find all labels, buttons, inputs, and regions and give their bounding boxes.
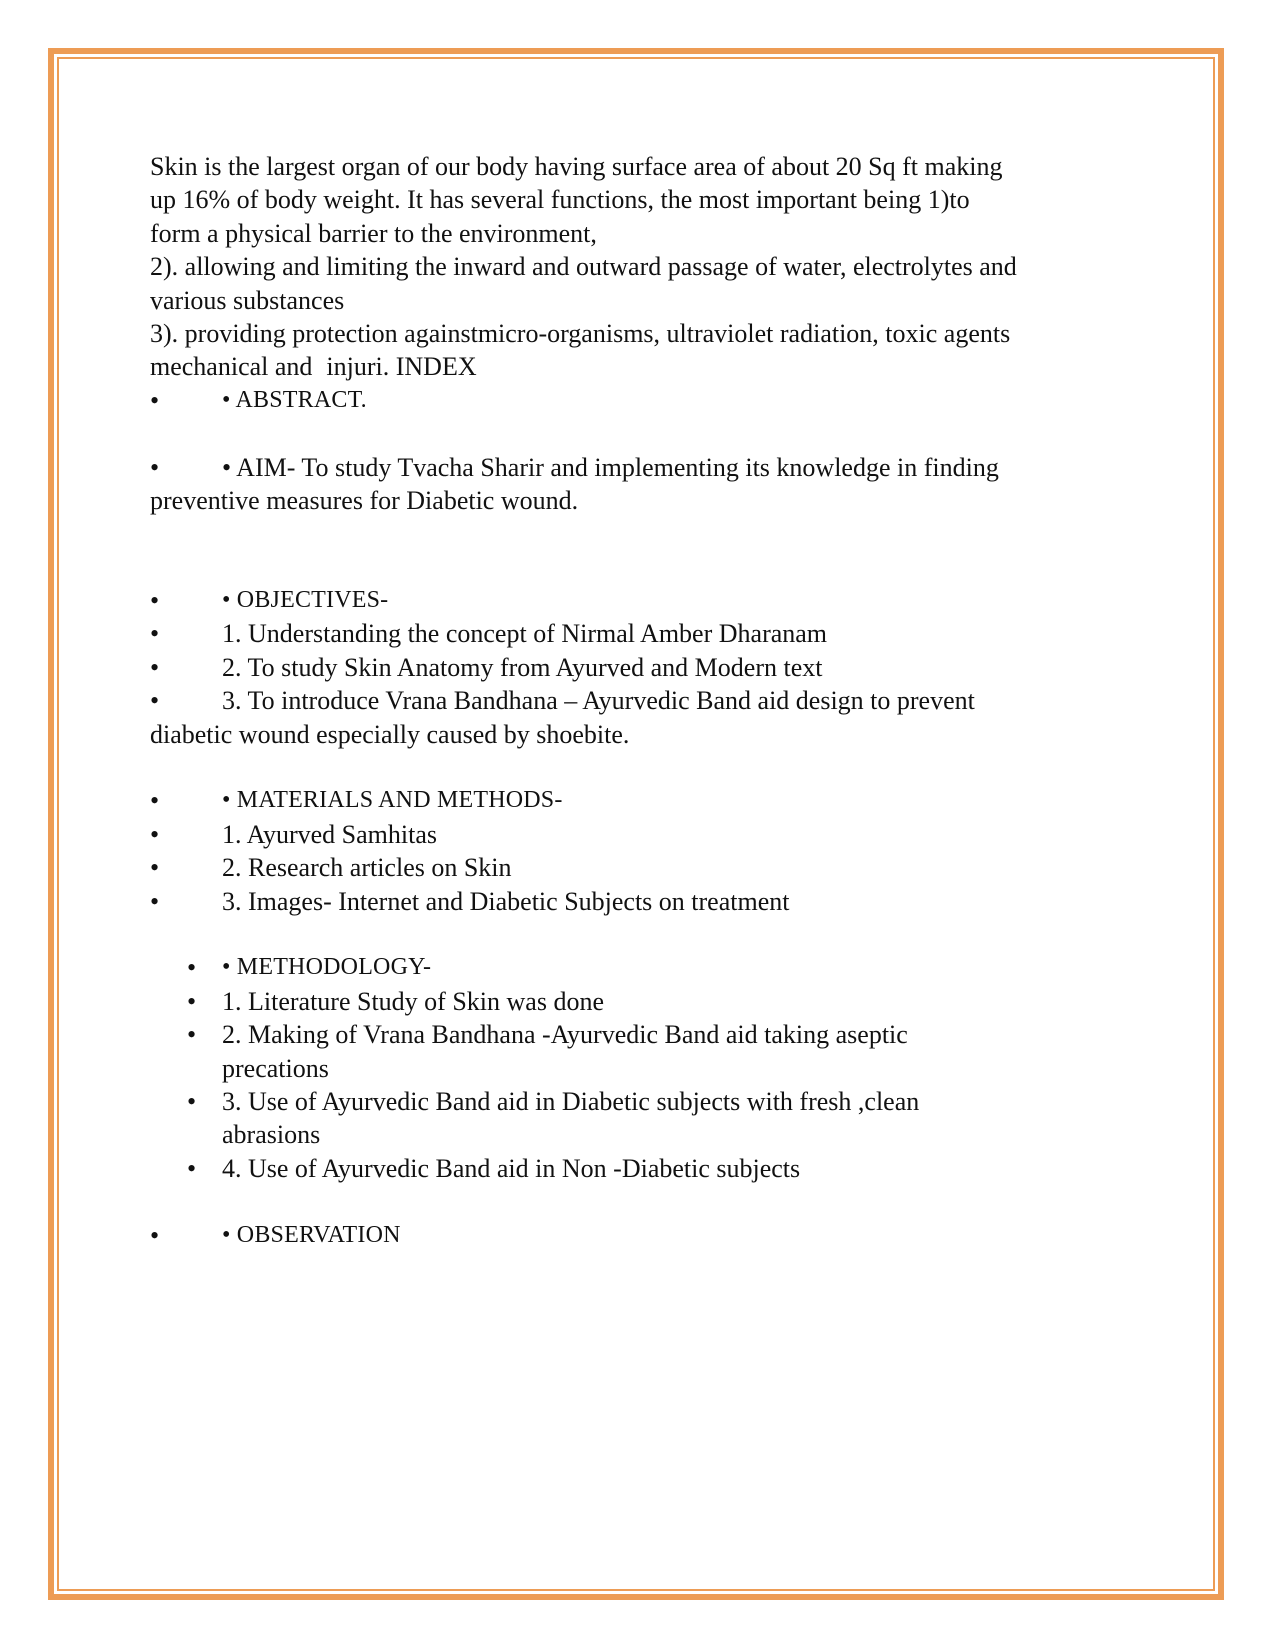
intro-line: various substances	[150, 285, 345, 315]
bullet-icon: •	[150, 686, 160, 716]
intro-line: up 16% of body weight. It has several functions, the most important being 1)to	[150, 185, 970, 215]
list-item-text: 4. Use of Ayurvedic Band aid in Non -Diabetic subjects	[222, 1153, 801, 1183]
intro-line: 3). providing protection againstmicro-organisms, ultraviolet radiation, toxic agents	[150, 318, 1011, 348]
intro-line: form a physical barrier to the environment,	[150, 218, 597, 248]
bullet-icon: •	[187, 1153, 197, 1183]
bullet-icon: •	[150, 652, 160, 682]
section-heading: • ABSTRACT.	[222, 386, 367, 413]
bullet-icon: •	[187, 1086, 197, 1116]
abstract-heading	[150, 384, 1135, 417]
intro-line: 2). allowing and limiting the inward and outward passage of water, electrolytes and	[150, 252, 1017, 282]
intro-paragraph	[150, 150, 1135, 384]
section-heading: • MATERIALS AND METHODS-	[222, 787, 563, 814]
list-item-text: 1. Understanding the concept of Nirmal Amber Dharanam	[222, 619, 828, 649]
bullet-icon: •	[187, 986, 197, 1016]
list-item-text: 2. To study Skin Anatomy from Ayurved and Modern text	[222, 652, 823, 682]
objectives-heading	[150, 584, 1135, 617]
aim-item	[150, 451, 1135, 484]
bullet-icon: •	[150, 819, 160, 849]
bullet-icon: •	[150, 886, 160, 916]
list-item	[150, 818, 1135, 851]
section-heading: • OBJECTIVES-	[222, 587, 389, 614]
bullet-icon: •	[150, 853, 160, 883]
list-item	[150, 651, 1135, 684]
list-item-text: 1. Ayurved Samhitas	[222, 819, 437, 849]
list-item	[150, 684, 1135, 717]
index-label: injuri. INDEX	[326, 352, 477, 382]
list-item-text-continued: diabetic wound especially caused by shoebite.	[150, 719, 630, 749]
intro-line-index	[150, 350, 1135, 383]
list-item	[150, 885, 1135, 918]
list-item	[150, 1018, 1135, 1051]
document-body	[150, 150, 1135, 1252]
list-item-text: 3. Images- Internet and Diabetic Subjects on treatment	[222, 886, 790, 916]
list-item-text: 2. Making of Vrana Bandhana -Ayurvedic Band aid taking aseptic	[222, 1020, 908, 1050]
intro-line: Skin is the largest organ of our body having surface area of about 20 Sq ft making	[150, 152, 1003, 181]
bullet-icon: •	[187, 1020, 197, 1050]
list-item	[150, 1085, 1135, 1118]
bullet-icon: •	[150, 586, 160, 616]
bullet-icon: •	[150, 385, 160, 415]
list-item	[150, 617, 1135, 650]
materials-heading	[150, 784, 1135, 817]
bullet-icon: •	[150, 1220, 160, 1250]
aim-text-continued: preventive measures for Diabetic wound.	[150, 485, 579, 515]
list-item	[150, 851, 1135, 884]
section-heading: • METHODOLOGY-	[222, 954, 432, 981]
methodology-heading	[150, 951, 1135, 984]
list-item-text: 2. Research articles on Skin	[222, 853, 512, 883]
bullet-icon: •	[150, 786, 160, 816]
list-item-text-continued: precations	[222, 1053, 329, 1083]
list-item-text: 3. Use of Ayurvedic Band aid in Diabetic subjects with fresh ,clean	[222, 1086, 920, 1116]
aim-text: • AIM- To study Tvacha Sharir and implementing its knowledge in finding	[222, 452, 999, 482]
bullet-icon: •	[150, 452, 160, 482]
list-item	[150, 985, 1135, 1018]
bullet-icon: •	[187, 953, 197, 983]
list-item-text: 3. To introduce Vrana Bandhana – Ayurvedic Band aid design to prevent	[222, 686, 975, 716]
observation-heading	[150, 1219, 1135, 1252]
list-item-text: 1. Literature Study of Skin was done	[222, 986, 604, 1016]
bullet-icon: •	[150, 619, 160, 649]
intro-text: mechanical and	[150, 352, 313, 382]
list-item	[150, 1152, 1135, 1185]
list-item-text-continued: abrasions	[222, 1120, 321, 1150]
section-heading: • OBSERVATION	[222, 1221, 401, 1248]
